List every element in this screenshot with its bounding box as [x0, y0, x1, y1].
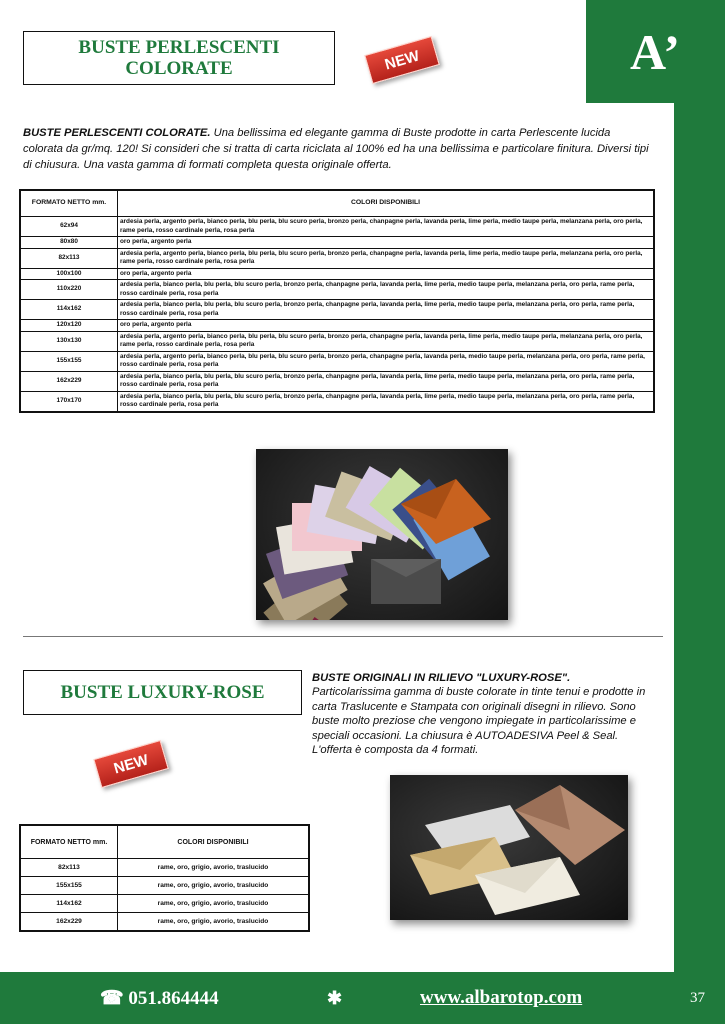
footer-bar	[0, 972, 725, 1024]
table-row	[20, 268, 654, 280]
table-header-format: FORMATO NETTO mm.	[20, 825, 118, 859]
format-cell: 114x162	[20, 300, 118, 320]
colors-cell: ardesia perla, bianco perla, blu perla, blu scuro perla, bronzo perla, chanpagne perla, lavanda perla, lime perla, medio taupe perla, melanzana perla, oro perla, rame perla, rosso cardinale perla, rosa perla	[118, 300, 655, 320]
envelope-fan-illustration	[256, 449, 508, 620]
table-header-colors: COLORI DISPONIBILI	[118, 190, 655, 217]
format-cell: 62x94	[20, 217, 118, 237]
page-number: 37	[690, 990, 705, 1006]
table-row	[20, 913, 309, 932]
section2-description	[312, 671, 652, 757]
format-cell: 100x100	[20, 268, 118, 280]
intro-bold: BUSTE PERLESCENTI COLORATE.	[23, 127, 211, 139]
side-band	[674, 0, 725, 1024]
colors-cell: rame, oro, grigio, avorio, traslucido	[118, 877, 310, 895]
colors-cell: oro perla, argento perla	[118, 237, 655, 249]
asterisk-icon: ✱	[327, 988, 343, 1008]
table-row	[20, 391, 654, 412]
format-cell: 120x120	[20, 320, 118, 332]
table-header-colors: COLORI DISPONIBILI	[118, 825, 310, 859]
colors-cell: oro perla, argento perla	[118, 320, 655, 332]
colors-cell: ardesia perla, argento perla, bianco perla, blu perla, blu scuro perla, bronzo perla, chanpagne perla, lavanda perla, lime perla, medio taupe perla, melanzana perla, oro perla, rame perla, rosso cardinale perla, rosa perla	[118, 331, 655, 351]
table-row	[20, 895, 309, 913]
colors-cell: rame, oro, grigio, avorio, traslucido	[118, 859, 310, 877]
format-cell: 155x155	[20, 351, 118, 371]
format-cell: 82x113	[20, 859, 118, 877]
telephone-icon: ☎	[100, 988, 124, 1009]
luxury-envelopes-illustration	[390, 775, 628, 920]
table-row	[20, 300, 654, 320]
table-row	[20, 877, 309, 895]
colors-cell: ardesia perla, bianco perla, blu perla, blu scuro perla, bronzo perla, chanpagne perla, lavanda perla, lime perla, medio taupe perla, melanzana perla, oro perla, rame perla, rosso cardinale perla, rosa perla	[118, 391, 655, 412]
new-badge: NEW	[93, 740, 169, 788]
section1-intro	[23, 125, 653, 173]
section2-table	[19, 824, 310, 932]
table-row	[20, 280, 654, 300]
section1-title: BUSTE PERLESCENTI COLORATE	[23, 31, 335, 85]
intro-text: Una bellissima ed elegante gamma di Buste prodotte in carta Perlescente lucida colorata da gr/mq. 120! Si consideri che si tratta di carta riciclata al 100% ed ha una bellissima e particolare finitura. Diversi tipi di chiusura. Una vasta gamma di formati completa questa originale offerta.	[23, 127, 649, 171]
colors-cell: rame, oro, grigio, avorio, traslucido	[118, 895, 310, 913]
section-letter: A’	[629, 23, 682, 80]
table-row	[20, 331, 654, 351]
format-cell: 162x229	[20, 371, 118, 391]
format-cell: 162x229	[20, 913, 118, 932]
table-row	[20, 371, 654, 391]
colors-cell: ardesia perla, bianco perla, blu perla, blu scuro perla, bronzo perla, chanpagne perla, lavanda perla, lime perla, medio taupe perla, melanzana perla, oro perla, rame perla, rosso cardinale perla, rosa perla	[118, 371, 655, 391]
phone-number: 051.864444	[128, 988, 219, 1009]
colors-cell: oro perla, argento perla	[118, 268, 655, 280]
table-row	[20, 217, 654, 237]
section-letter-block	[586, 0, 725, 103]
format-cell: 80x80	[20, 237, 118, 249]
section2-title: BUSTE LUXURY-ROSE	[23, 670, 302, 715]
footer-phone	[100, 987, 219, 1010]
table-row	[20, 859, 309, 877]
format-cell: 130x130	[20, 331, 118, 351]
new-badge: NEW	[364, 36, 440, 84]
table-header-row	[20, 825, 309, 859]
colors-cell: ardesia perla, bianco perla, blu perla, blu scuro perla, bronzo perla, chanpagne perla, lavanda perla, lime perla, medio taupe perla, melanzana perla, oro perla, rame perla, rosso cardinale perla, rosa perla	[118, 280, 655, 300]
section1-table	[19, 189, 655, 413]
section-divider	[23, 636, 663, 637]
table-header-format: FORMATO NETTO mm.	[20, 190, 118, 217]
table-row	[20, 237, 654, 249]
colors-cell: ardesia perla, argento perla, bianco perla, blu perla, blu scuro perla, bronzo perla, chanpagne perla, lavanda perla, lime perla, medio taupe perla, melanzana perla, oro perla, rame perla, rosso cardinale perla, rosa perla	[118, 248, 655, 268]
colors-cell: ardesia perla, argento perla, bianco perla, blu perla, blu scuro perla, bronzo perla, chanpagne perla, lavanda perla, lime perla, medio taupe perla, melanzana perla, oro perla, rame perla, rosso cardinale perla, rosa perla	[118, 217, 655, 237]
table-header-row	[20, 190, 654, 217]
colors-cell: rame, oro, grigio, avorio, traslucido	[118, 913, 310, 932]
section2-text: Particolarissima gamma di buste colorate in tinte tenui e prodotte in carta Traslucente e Stampata con originali disegni in rilievo. Sono buste molto preziose che vengono impiegate in particolarissime e speciali occasioni. La chiusura è AUTOADESIVA Peel & Seal. L'offerta è composta da 4 formati.	[312, 686, 646, 757]
pearlescent-envelopes-photo	[256, 449, 508, 620]
table-row	[20, 248, 654, 268]
colors-cell: ardesia perla, argento perla, bianco perla, blu perla, blu scuro perla, bronzo perla, chanpagne perla, lavanda perla, medio taupe perla, melanzana perla, oro perla, rame perla, rosso cardinale perla, rosa perla	[118, 351, 655, 371]
section2-heading: BUSTE ORIGINALI IN RILIEVO "LUXURY-ROSE".	[312, 672, 571, 684]
luxury-rose-envelopes-photo	[390, 775, 628, 920]
format-cell: 82x113	[20, 248, 118, 268]
format-cell: 114x162	[20, 895, 118, 913]
table-row	[20, 351, 654, 371]
website-link[interactable]: www.albarotop.com	[420, 987, 583, 1008]
table-row	[20, 320, 654, 332]
format-cell: 155x155	[20, 877, 118, 895]
format-cell: 110x220	[20, 280, 118, 300]
format-cell: 170x170	[20, 391, 118, 412]
